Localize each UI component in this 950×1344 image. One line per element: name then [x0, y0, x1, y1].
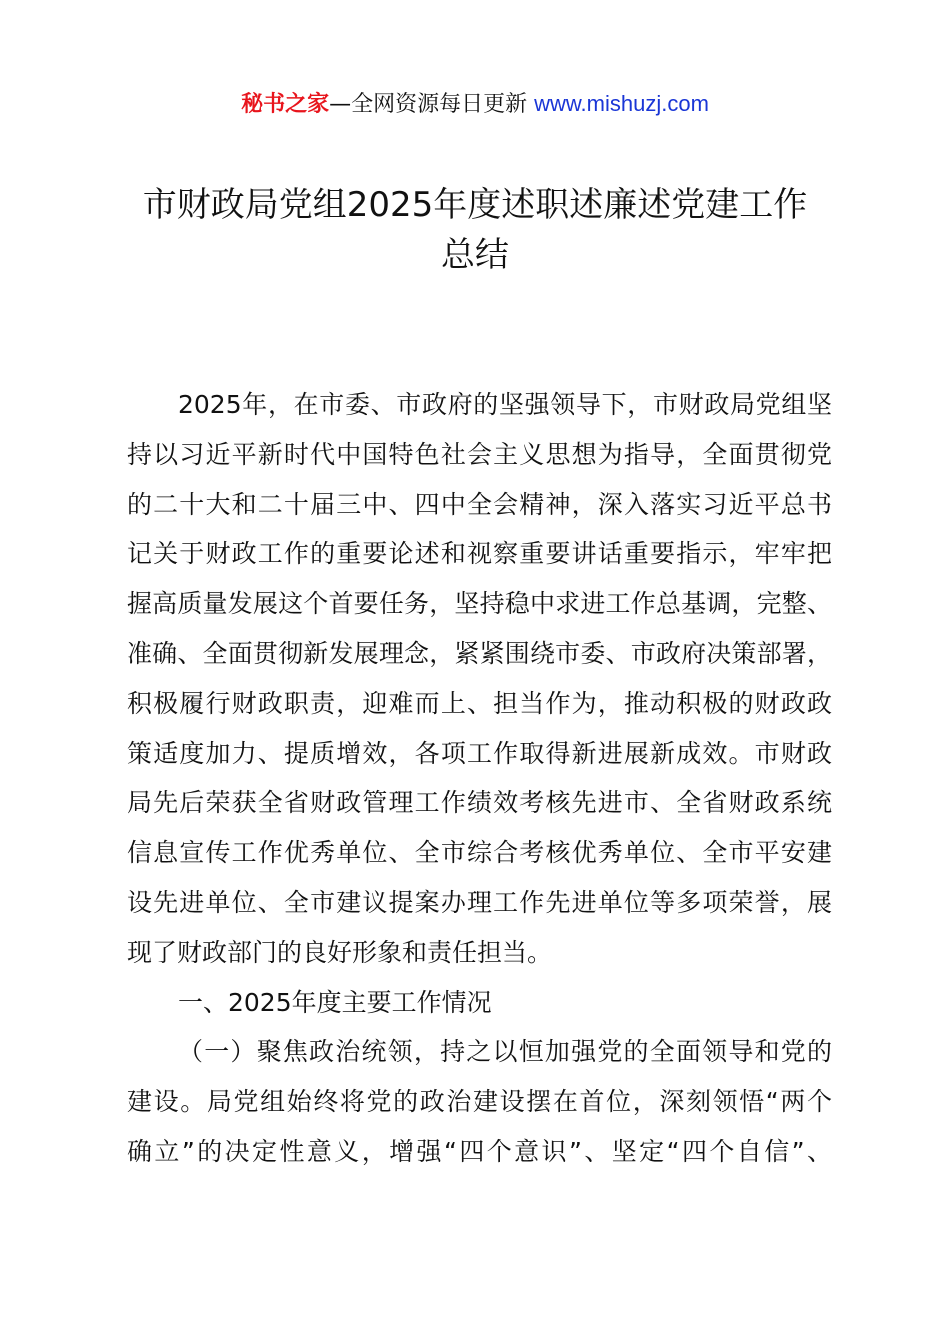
- title-line-1: 市财政局党组2025年度述职述廉述党建工作: [142, 185, 808, 225]
- paragraph-line: 信息宣传工作优秀单位、全市综合考核优秀单位、全市平安建: [127, 838, 832, 868]
- banner-tagline: —全网资源每日更新: [329, 92, 528, 117]
- paragraph-line: 建设。局党组始终将党的政治建设摆在首位，深刻领悟“两个: [127, 1087, 832, 1117]
- paragraph-line: 确立”的决定性意义，增强“四个意识”、坚定“四个自信”、: [127, 1136, 832, 1166]
- title-line-2: 总结: [441, 235, 509, 275]
- brand-name: 秘书之家: [241, 92, 330, 117]
- site-banner: [0, 88, 950, 121]
- paragraph-line: 握高质量发展这个首要任务，坚持稳中求进工作总基调，完整、: [127, 589, 832, 619]
- paragraph-line: 持以习近平新时代中国特色社会主义思想为指导，全面贯彻党: [127, 439, 832, 469]
- paragraph-line: 准确、全面贯彻新发展理念，紧紧围绕市委、市政府决策部署，: [127, 638, 832, 668]
- document-body: [127, 380, 832, 1177]
- document-title: [100, 180, 850, 280]
- paragraph-line: 现了财政部门的良好形象和责任担当。: [127, 937, 553, 967]
- paragraph-line: 2025年，在市委、市政府的坚强领导下，市财政局党组坚: [178, 390, 832, 419]
- paragraph-line: 策适度加力、提质增效，各项工作取得新进展新成效。市财政: [127, 738, 832, 768]
- paragraph-line: 设先进单位、全市建议提案办理工作先进单位等多项荣誉，展: [127, 887, 832, 917]
- paragraph-line: 记关于财政工作的重要论述和视察重要讲话重要指示，牢牢把: [127, 539, 832, 569]
- section-heading: 一、2025年度主要工作情况: [178, 987, 492, 1017]
- paragraph-line: 的二十大和二十届三中、四中全会精神，深入落实习近平总书: [127, 489, 832, 519]
- paragraph-line: 局先后荣获全省财政管理工作绩效考核先进市、全省财政系统: [127, 788, 832, 818]
- site-url-link[interactable]: www.mishuzj.com: [534, 91, 709, 116]
- subsection-heading-line: （一）聚焦政治统领，持之以恒加强党的全面领导和党的: [178, 1037, 832, 1067]
- paragraph-line: 积极履行财政职责，迎难而上、担当作为，推动积极的财政政: [127, 688, 832, 718]
